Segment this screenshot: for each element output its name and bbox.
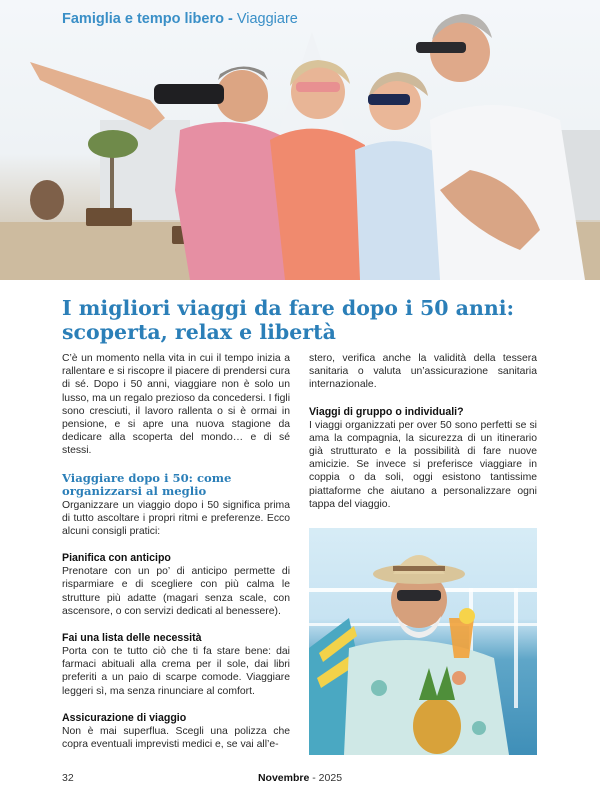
section-name: Famiglia e tempo libero — [62, 11, 224, 27]
blue-sunglasses-icon — [368, 94, 410, 105]
hero-photo — [0, 0, 600, 280]
intro-paragraph: C’è un momento nella vita in cui il tempo inizia a rallentare e si riscopre il piacere di prendersi cura di sé. Dopo i 50 anni, viaggiare non è solo un lusso, ma un regalo prezioso da concedersi. I figli sono cresciuti, il lavoro rallenta o si è ormai in pensione, e si apre una nuova stagione da dedicare alla scoperta del mondo… e di sé stessi. — [62, 353, 290, 457]
continuation-paragraph: stero, verifica anche la validità della tessera sanitaria o valuta un’assicurazione sanitaria internazionale. — [309, 353, 537, 391]
article-headline — [62, 296, 542, 344]
cruise-photo — [309, 528, 537, 755]
header-separator: - — [223, 11, 237, 27]
man-on-deck-illustration — [309, 528, 537, 755]
section-header — [62, 11, 298, 27]
coral-shirt — [270, 129, 370, 280]
pointing-arm — [30, 62, 165, 130]
senior-friends-illustration — [0, 0, 600, 280]
section-title: Viaggiare dopo i 50: come organizzarsi al meglio — [62, 470, 232, 499]
group-travel-title: Viaggi di gruppo o individuali? — [309, 405, 464, 418]
right-column — [309, 352, 537, 511]
headline-line-2: scoperta, relax e libertà — [62, 320, 336, 344]
pineapple-icon — [413, 698, 461, 754]
binoculars-icon — [154, 84, 224, 104]
tip-title-plan: Pianifica con anticipo — [62, 552, 171, 565]
headline-line-1: I migliori viaggi da fare dopo i 50 anni: — [62, 296, 515, 320]
dark-glasses-icon — [416, 42, 466, 53]
issue-date — [0, 772, 600, 784]
group-travel-paragraph: I viaggi organizzati per over 50 sono perfetti se si ama la compagnia, la sicurezza di un itinerario già strutturato e la possibilità di fare nuove amicizie. Se invece si preferisce viaggiare in coppia o da soli, oggi esistono tantissime piattaforme che aiutano a personalizzare ogni tappa del viaggio. — [309, 419, 537, 510]
subsection-name: Viaggiare — [236, 11, 298, 27]
page-number: 32 — [62, 772, 74, 784]
issue-month: Novembre — [257, 772, 310, 784]
tip-title-list: Fai una lista delle necessità — [62, 632, 202, 645]
issue-year: 2025 — [318, 772, 343, 784]
left-column — [62, 352, 290, 751]
pink-sunglasses-icon — [296, 82, 340, 92]
tip-text-insurance: Non è mai superflua. Scegli una polizza che copra eventuali imprevisti medici e, se vai all’e- — [62, 725, 290, 751]
sunglasses-icon — [397, 590, 441, 601]
section-intro-paragraph: Organizzare un viaggio dopo i 50 significa prima di tutto ascoltare i propri ritmi e preferenze. Ecco alcuni consigli pratici: — [62, 499, 290, 538]
date-separator: - — [309, 772, 319, 784]
tip-text-plan: Prenotare con un po’ di anticipo permette di risparmiare e di scegliere con più calma le strutture più adatte (magari senza scale, con ascensore, o con servizi dedicati al benessere). — [62, 566, 290, 617]
tip-text-list: Porta con te tutto ciò che ti fa stare bene: dai farmaci abituali alla crema per il sole, dai libri preferiti a un paio di scarpe comode. Viaggiare leggeri sì, ma senza rinunciare al comfort. — [62, 646, 290, 697]
tip-title-insurance: Assicurazione di viaggio — [62, 711, 187, 724]
